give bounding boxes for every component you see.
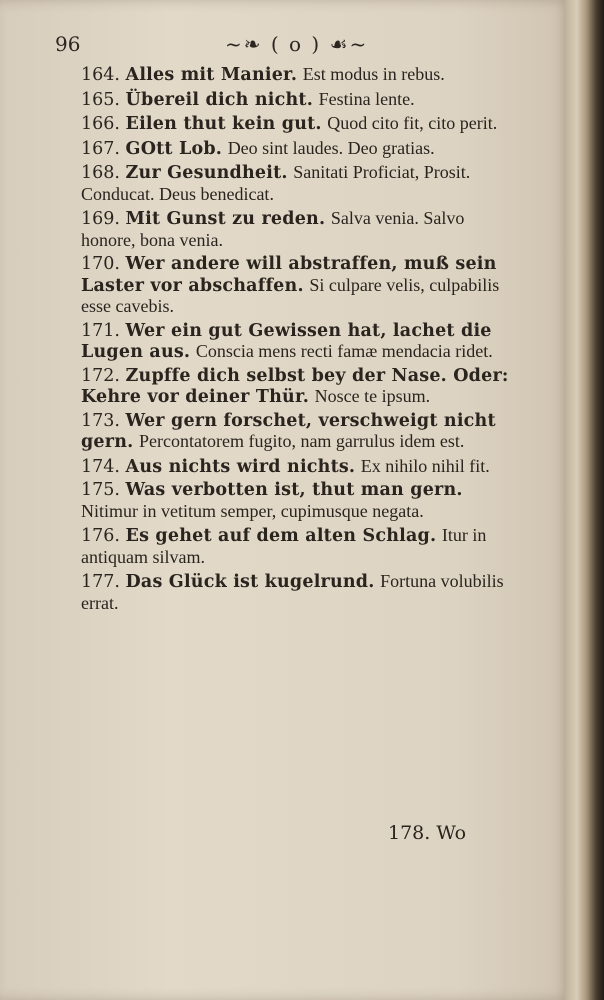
latin-proverb: Deo sint laudes. Deo gratias. (227, 137, 435, 158)
latin-proverb: Fortuna volubilis errat. (81, 571, 504, 613)
proverb-entry: 167. GOtt Lob. Deo sint laudes. Deo gratias. (81, 137, 435, 159)
german-proverb: Was verbotten ist, thut man gern. (125, 480, 463, 500)
latin-proverb: Sanitati Proficiat, Prosit. Conducat. Deus benedicat. (81, 162, 471, 204)
proverb-entry: 169. Mit Gunst zu reden. Salva venia. Salvo honore, bona venia. (81, 208, 465, 250)
proverb-entry: 174. Aus nichts wird nichts. Ex nihilo nihil fit. (81, 455, 490, 477)
latin-proverb: Nosce te ipsum. (314, 386, 431, 406)
page-number: 96 (55, 32, 81, 56)
german-proverb: Wer andere will abstraffen, muß sein Laster vor abschaffen. (81, 254, 497, 296)
proverb-entry: 172. Zupffe dich selbst bey der Nase. Oder: Kehre vor deiner Thür. Nosce te ipsum. (81, 365, 509, 407)
catchword: 178. Wo (388, 822, 467, 844)
proverb-entry: 177. Das Glück ist kugelrund. Fortuna volubilis errat. (81, 571, 504, 613)
proverb-entry: 176. Es gehet auf dem alten Schlag. Itur in antiquam silvam. (81, 525, 487, 567)
proverb-list (55, 64, 515, 617)
latin-proverb: Itur in antiquam silvam. (81, 525, 487, 567)
german-proverb: Übereil dich nicht. (125, 89, 314, 110)
german-proverb: Das Glück ist kugelrund. (125, 572, 375, 592)
german-proverb: GOtt Lob. (125, 138, 223, 159)
latin-proverb: Percontatorem fugito, nam garrulus idem est. (138, 431, 465, 451)
german-proverb: Eilen thut kein gut. (125, 114, 322, 134)
german-proverb: Wer gern forschet, verschweigt nicht gern. (81, 410, 496, 452)
proverb-entry: 175. Was verbotten ist, thut man gern. Nitimur in vetitum semper, cupimusque negata. (81, 480, 463, 521)
latin-proverb: Si culpare velis, culpabilis esse cavebis. (81, 274, 500, 316)
proverb-entry: 171. Wer ein gut Gewissen hat, lachet die Lugen aus. Conscia mens recti famæ mendacia ridet. (81, 320, 493, 362)
german-proverb: Alles mit Manier. (125, 65, 298, 85)
latin-proverb: Ex nihilo nihil fit. (360, 455, 490, 476)
page-header (55, 30, 495, 64)
latin-proverb: Festina lente. (318, 88, 415, 109)
proverb-entry: 165. Übereil dich nicht. Festina lente. (81, 88, 415, 110)
latin-proverb: Est modus in rebus. (302, 64, 445, 84)
german-proverb: Wer ein gut Gewissen hat, lachet die Lugen aus. (81, 320, 492, 362)
book-spine (565, 0, 604, 1000)
german-proverb: Aus nichts wird nichts. (125, 456, 356, 477)
german-proverb: Zupffe dich selbst bey der Nase. Oder: Kehre vor deiner Thür. (81, 365, 509, 407)
german-proverb: Mit Gunst zu reden. (125, 209, 326, 229)
latin-proverb: Nitimur in vetitum semper, cupimusque negata. (81, 500, 424, 521)
proverb-entry: 164. Alles mit Manier. Est modus in rebus. (81, 64, 445, 85)
proverb-entry: 170. Wer andere will abstraffen, muß sein Laster vor abschaffen. Si culpare velis, culpabilis esse cavebis. (81, 254, 500, 316)
german-proverb: Zur Gesundheit. (125, 163, 288, 183)
header-ornament: ~❧ ( o ) ☙~ (225, 32, 369, 56)
latin-proverb: Quod cito fit, cito perit. (327, 113, 498, 133)
latin-proverb: Conscia mens recti famæ mendacia ridet. (195, 341, 493, 361)
german-proverb: Es gehet auf dem alten Schlag. (125, 526, 437, 546)
proverb-entry: 168. Zur Gesundheit. Sanitati Proficiat, Prosit. Conducat. Deus benedicat. (81, 162, 471, 204)
proverb-entry: 166. Eilen thut kein gut. Quod cito fit, cito perit. (81, 113, 498, 134)
proverb-entry: 173. Wer gern forschet, verschweigt nicht gern. Percontatorem fugito, nam garrulus idem est. (81, 410, 496, 452)
latin-proverb: Salva venia. Salvo honore, bona venia. (81, 208, 465, 250)
